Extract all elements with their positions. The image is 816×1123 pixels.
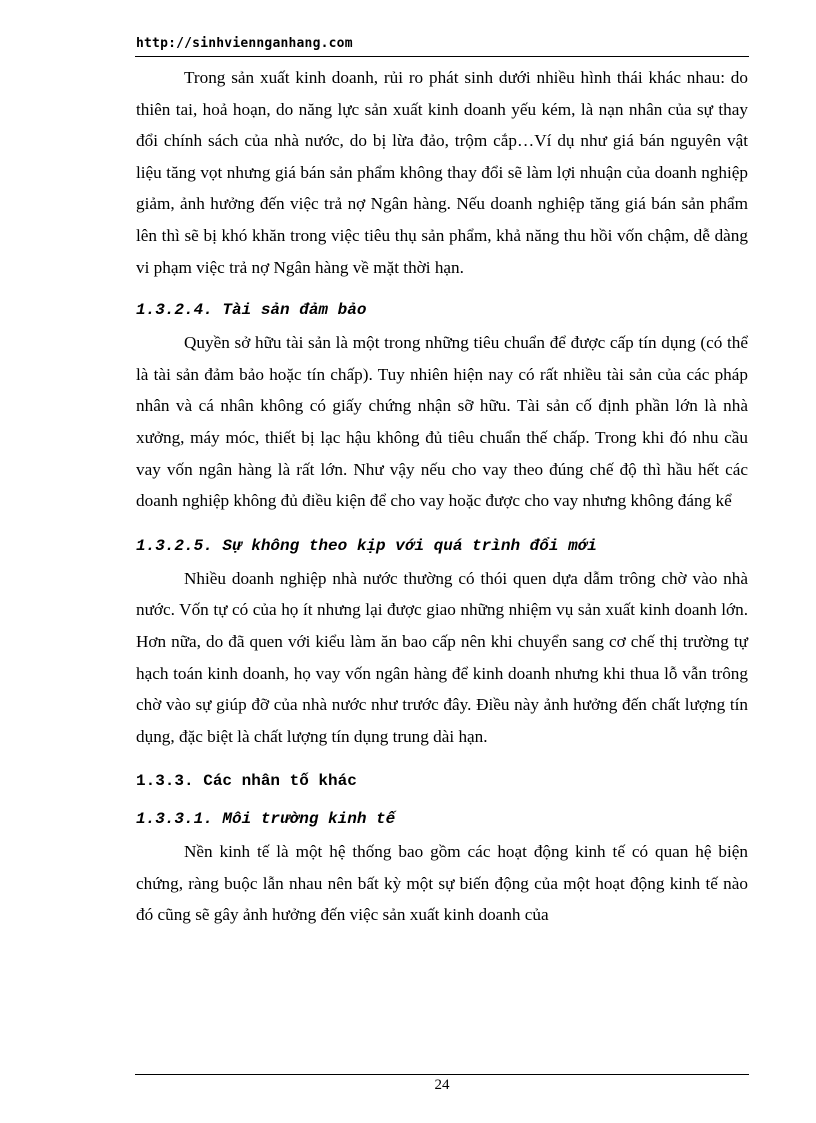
header-divider xyxy=(135,56,749,57)
footer-divider xyxy=(135,1074,749,1075)
paragraph-collateral: Quyền sở hữu tài sản là một trong những tiêu chuẩn để được cấp tín dụng (có thể là tài sản đảm bảo hoặc tín chấp). Tuy nhiên hiện nay có rất nhiều tài sản của các pháp nhân và cá nhân không có giấy chứng nhận sỡ hữu. Tài sản cố định phần lớn là nhà xưởng, máy móc, thiết bị lạc hậu không đủ tiêu chuẩn thế chấp. Trong khi đó nhu cầu vay vốn ngân hàng là rất lớn. Như vậy nếu cho vay theo đúng chế độ thì hầu hết các doanh nghiệp không đủ điều kiện để cho vay hoặc được cho vay nhưng không đáng kể xyxy=(136,333,748,511)
paragraph-economy: Nền kinh tế là một hệ thống bao gồm các hoạt động kinh tế có quan hệ biện chứng, ràng buộc lẫn nhau nên bất kỳ một sự biến động của một hoạt động kinh tế nào đó cũng sẽ gây ảnh hưởng đến việc sản xuất kinh doanh của xyxy=(136,842,748,925)
paragraph-risk: Trong sản xuất kinh doanh, rủi ro phát sinh dưới nhiều hình thái khác nhau: do thiên tai, hoả hoạn, do năng lực sản xuất kinh doanh yếu kém, là nạn nhân của sự thay đổi chính sách của nhà nước, do bị lừa đảo, trộm cắp…Ví dụ như giá bán nguyên vật liệu tăng vọt nhưng giá bán sản phẩm không thay đổi sẽ làm lợi nhuận của doanh nghiệp giảm, ảnh hưởng đến việc trả nợ Ngân hàng. Nếu doanh nghiệp tăng giá bán sản phẩm lên thì sẽ bị khó khăn trong việc tiêu thụ sản phẩm, khả năng thu hồi vốn chậm, dễ dàng vi phạm việc trả nợ Ngân hàng về mặt thời hạn. xyxy=(136,68,748,277)
heading-133: 1.3.3. Các nhân tố khác xyxy=(136,772,357,791)
heading-1331: 1.3.3.1. Môi trường kinh tế xyxy=(136,810,396,829)
page-content xyxy=(136,62,748,931)
paragraph-renovation: Nhiều doanh nghiệp nhà nước thường có thói quen dựa dẫm trông chờ vào nhà nước. Vốn tự có của họ ít nhưng lại được giao những nhiệm vụ sản xuất kinh doanh lớn. Hơn nữa, do đã quen với kiểu làm ăn bao cấp nên khi chuyển sang cơ chế thị trường tự hạch toán kinh doanh, họ vay vốn ngân hàng để kinh doanh nhưng khi thua lỗ vẫn trông chờ vào sự giúp đỡ của nhà nước như trước đây. Điều này ảnh hưởng đến chất lượng tín dụng, đặc biệt là chất lượng tín dụng trung dài hạn. xyxy=(136,568,748,746)
heading-1325: 1.3.2.5. Sự không theo kịp với quá trình đổi mới xyxy=(136,536,597,555)
heading-1324: 1.3.2.4. Tài sản đảm bảo xyxy=(136,301,367,320)
page-number: 24 xyxy=(434,1077,450,1093)
header-url: http://sinhviennganhang.com xyxy=(136,36,353,51)
